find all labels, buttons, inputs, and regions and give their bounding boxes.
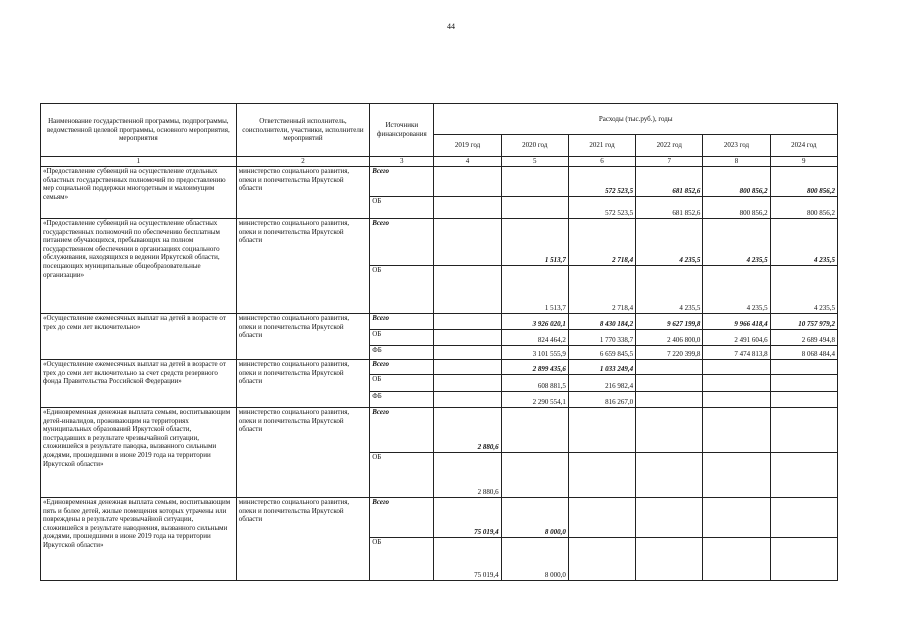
amount-cell [636, 360, 703, 375]
measure-name-cell: «Осуществление ежемесячных выплат на детей в возрасте от трех до семи лет включительно за счет средств резервного фонда Правительства Российской Федерации» [41, 360, 237, 408]
amount-cell [501, 408, 568, 453]
amount-cell [434, 360, 501, 375]
amount-cell [770, 408, 837, 453]
amount-cell: 1 033 249,4 [568, 360, 635, 375]
executor-cell: министерство социального развития, опеки и попечительства Иркутской области [236, 360, 369, 408]
table-body [41, 167, 838, 581]
amount-cell: 2 880,6 [434, 408, 501, 453]
amount-cell: 2 880,6 [434, 453, 501, 498]
column-number: 2 [236, 157, 369, 167]
amount-cell [703, 453, 770, 498]
amount-cell: 8 000,0 [501, 538, 568, 581]
amount-cell: 572 523,5 [568, 167, 635, 197]
funding-source-cell: ОБ [370, 375, 434, 392]
amount-cell [434, 167, 501, 197]
amount-cell [636, 408, 703, 453]
amount-cell [434, 375, 501, 392]
table-row [41, 219, 838, 266]
column-number: 6 [568, 157, 635, 167]
amount-cell: 572 523,5 [568, 197, 635, 219]
amount-cell: 216 982,4 [568, 375, 635, 392]
measure-name-cell: «Предоставление субвенций на осуществление отдельных областных государственных полномочий по предоставлению мер социальной поддержки многодетным и малоимущим семьям» [41, 167, 237, 219]
executor-cell: министерство социального развития, опеки и попечительства Иркутской области [236, 314, 369, 360]
funding-source-cell: ОБ [370, 197, 434, 219]
amount-cell: 75 019,4 [434, 498, 501, 538]
amount-cell [434, 346, 501, 360]
amount-cell: 4 235,5 [636, 266, 703, 314]
header-year: 2024 год [770, 135, 837, 157]
amount-cell: 3 926 020,1 [501, 314, 568, 330]
amount-cell [434, 266, 501, 314]
amount-cell [434, 197, 501, 219]
amount-cell: 816 267,0 [568, 392, 635, 408]
header-year: 2020 год [501, 135, 568, 157]
amount-cell: 2 689 494,8 [770, 330, 837, 346]
amount-cell: 1 770 338,7 [568, 330, 635, 346]
measure-name-cell: «Единовременная денежная выплата семьям, воспитывающим пять и более детей, жилые помещения которых утрачены или повреждены в результате чрезвычайной ситуации, сложившейся в результате наводнения, вызванного сильными дождями, прошедшими в июне 2019 года на территории Иркутской области» [41, 498, 237, 581]
amount-cell: 681 852,6 [636, 167, 703, 197]
amount-cell [434, 219, 501, 266]
header-year: 2023 год [703, 135, 770, 157]
column-number: 5 [501, 157, 568, 167]
budget-table [40, 103, 838, 581]
amount-cell: 8 430 184,2 [568, 314, 635, 330]
amount-cell: 8 000,0 [501, 498, 568, 538]
column-number: 1 [41, 157, 237, 167]
executor-cell: министерство социального развития, опеки и попечительства Иркутской области [236, 498, 369, 581]
amount-cell [703, 538, 770, 581]
amount-cell [703, 408, 770, 453]
amount-cell: 7 474 813,8 [703, 346, 770, 360]
amount-cell: 9 966 418,4 [703, 314, 770, 330]
amount-cell [636, 375, 703, 392]
header-name: Наименование государственной программы, подпрограммы, ведомственной целевой программы, основного мероприятия, мероприятия [41, 104, 237, 157]
funding-source-cell: ОБ [370, 538, 434, 581]
amount-cell: 800 856,2 [703, 167, 770, 197]
amount-cell: 2 491 604,6 [703, 330, 770, 346]
header-executor: Ответственный исполнитель, соисполнители, участники, исполнители мероприятий [236, 104, 369, 157]
amount-cell: 800 856,2 [703, 197, 770, 219]
amount-cell [434, 314, 501, 330]
column-number: 8 [703, 157, 770, 167]
funding-source-cell: ФБ [370, 392, 434, 408]
amount-cell: 681 852,6 [636, 197, 703, 219]
amount-cell: 2 290 554,1 [501, 392, 568, 408]
amount-cell [770, 538, 837, 581]
amount-cell: 75 019,4 [434, 538, 501, 581]
amount-cell: 2 718,4 [568, 219, 635, 266]
amount-cell [770, 453, 837, 498]
header-year: 2019 год [434, 135, 501, 157]
page-number: 44 [447, 22, 455, 31]
table-row [41, 408, 838, 453]
header-year: 2022 год [636, 135, 703, 157]
funding-source-cell: Всего [370, 408, 434, 453]
amount-cell: 2 718,4 [568, 266, 635, 314]
amount-cell [703, 498, 770, 538]
funding-source-cell: Всего [370, 360, 434, 375]
measure-name-cell: «Единовременная денежная выплата семьям, воспитывающим детей-инвалидов, проживающим на территориях муниципальных образований Иркутской области, пострадавших в результате чрезвычайной ситуации, сложившейся в результате паводка, вызванного сильными дождями, прошедшими в июне 2019 года на территории Иркутской области» [41, 408, 237, 498]
table-row [41, 498, 838, 538]
amount-cell [568, 538, 635, 581]
header-expenses: Расходы (тыс.руб.), годы [434, 104, 838, 135]
amount-cell: 2 899 435,6 [501, 360, 568, 375]
amount-cell: 1 513,7 [501, 219, 568, 266]
amount-cell [501, 167, 568, 197]
amount-cell [568, 453, 635, 498]
funding-source-cell: Всего [370, 314, 434, 330]
funding-source-cell: Всего [370, 219, 434, 266]
funding-source-cell: Всего [370, 167, 434, 197]
amount-cell: 6 659 845,5 [568, 346, 635, 360]
funding-source-cell: ФБ [370, 346, 434, 360]
amount-cell [703, 360, 770, 375]
amount-cell [770, 375, 837, 392]
column-number: 4 [434, 157, 501, 167]
amount-cell [770, 498, 837, 538]
amount-cell [703, 392, 770, 408]
amount-cell [568, 498, 635, 538]
table-row [41, 314, 838, 330]
amount-cell: 800 856,2 [770, 167, 837, 197]
column-number: 3 [370, 157, 434, 167]
amount-cell: 4 235,5 [770, 219, 837, 266]
header-source: Источники финансирования [370, 104, 434, 157]
amount-cell: 8 068 484,4 [770, 346, 837, 360]
executor-cell: министерство социального развития, опеки и попечительства Иркутской области [236, 408, 369, 498]
amount-cell: 4 235,5 [770, 266, 837, 314]
amount-cell [636, 498, 703, 538]
amount-cell: 1 513,7 [501, 266, 568, 314]
header-year: 2021 год [568, 135, 635, 157]
amount-cell [636, 392, 703, 408]
amount-cell [770, 392, 837, 408]
column-number: 9 [770, 157, 837, 167]
amount-cell [568, 408, 635, 453]
amount-cell: 10 757 979,2 [770, 314, 837, 330]
amount-cell [770, 360, 837, 375]
amount-cell [434, 392, 501, 408]
funding-source-cell: ОБ [370, 266, 434, 314]
executor-cell: министерство социального развития, опеки и попечительства Иркутской области [236, 167, 369, 219]
amount-cell [703, 375, 770, 392]
amount-cell: 608 881,5 [501, 375, 568, 392]
funding-source-cell: ОБ [370, 330, 434, 346]
amount-cell [434, 330, 501, 346]
table-row [41, 167, 838, 197]
amount-cell [501, 453, 568, 498]
amount-cell: 2 406 800,0 [636, 330, 703, 346]
funding-source-cell: ОБ [370, 453, 434, 498]
funding-source-cell: Всего [370, 498, 434, 538]
amount-cell [636, 538, 703, 581]
measure-name-cell: «Предоставление субвенций на осуществление областных государственных полномочий по обеспечению бесплатным питанием обучающихся, пребывающих на полном государственном обеспечении в организациях социального обслуживания, находящихся в ведении Иркутской области, посещающих муниципальные общеобразовательные организации» [41, 219, 237, 314]
executor-cell: министерство социального развития, опеки и попечительства Иркутской области [236, 219, 369, 314]
measure-name-cell: «Осуществление ежемесячных выплат на детей в возрасте от трех до семи лет включительно» [41, 314, 237, 360]
amount-cell [501, 197, 568, 219]
amount-cell [636, 453, 703, 498]
amount-cell: 4 235,5 [703, 219, 770, 266]
table-row [41, 360, 838, 375]
amount-cell: 824 464,2 [501, 330, 568, 346]
column-number: 7 [636, 157, 703, 167]
amount-cell: 9 627 199,8 [636, 314, 703, 330]
amount-cell: 800 856,2 [770, 197, 837, 219]
amount-cell: 3 101 555,9 [501, 346, 568, 360]
amount-cell: 4 235,5 [636, 219, 703, 266]
amount-cell: 7 220 399,8 [636, 346, 703, 360]
amount-cell: 4 235,5 [703, 266, 770, 314]
